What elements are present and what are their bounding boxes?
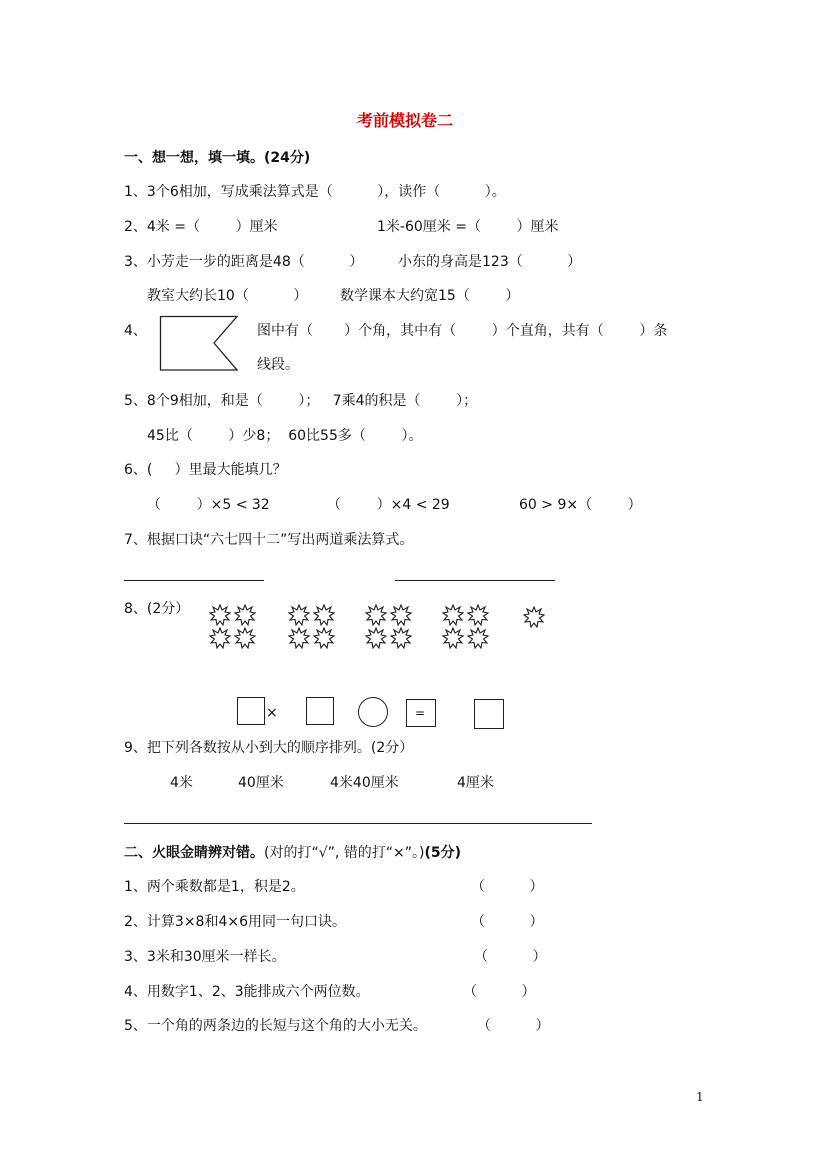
q9-item: 4米40厘米 [330, 775, 399, 791]
burst-icon [209, 627, 231, 649]
burst-icon [442, 604, 464, 626]
burst-icon [234, 627, 256, 649]
question-4a: 图中有（ ）个角，其中有（ ）个直角，共有（ ）条 [257, 323, 668, 339]
burst-icon [467, 627, 489, 649]
question-9: 9、把下列各数按从小到大的顺序排列。(2分） [124, 740, 414, 756]
page-title: 考前模拟卷二 [357, 111, 454, 130]
answer-line-7b [395, 580, 555, 581]
section2-heading-instructions: (对的打“√”, 错的打“×”。) [264, 845, 425, 861]
tf-blank-3[interactable]: （ ） [474, 949, 547, 965]
question-3b: 小东的身高是123（ ） [398, 254, 582, 270]
question-6c: 60 > 9×（ ） [519, 497, 642, 513]
burst-icon [234, 604, 256, 626]
section2-heading-score: (5分) [424, 845, 462, 861]
burst-icon [365, 627, 387, 649]
question-6a: （ ）×5 < 32 [147, 497, 270, 513]
question-8: 8、(2分） [124, 601, 190, 617]
tf-item-3: 3、3米和30厘米一样长。 [124, 949, 286, 965]
question-3a: 3、小芳走一步的距离是48（ ） [124, 254, 364, 270]
burst-icon [313, 604, 335, 626]
q9-item: 4米 [170, 775, 193, 791]
question-3c: 教室大约长10（ ） [147, 288, 308, 304]
tf-item-2: 2、计算3×8和4×6用同一句口诀。 [124, 914, 346, 930]
burst-icon [442, 627, 464, 649]
question-5a: 5、8个9相加，和是（ ）； 7乘4的积是（ ）； [124, 393, 478, 409]
answer-circle[interactable] [358, 697, 388, 727]
question-2b: 1米-60厘米 =（ ）厘米 [377, 219, 559, 235]
section1-heading: 一、想一想，填一填。(24分) [124, 150, 311, 166]
burst-icon [390, 627, 412, 649]
burst-icon [523, 606, 545, 628]
question-3d: 数学课本大约宽15（ ） [340, 288, 520, 304]
question-4b: 线段。 [257, 357, 299, 373]
section2-heading [124, 844, 461, 862]
tf-blank-4[interactable]: （ ） [463, 984, 536, 1000]
question-7: 7、根据口诀“六七四十二”写出两道乘法算式。 [124, 532, 414, 548]
question-4-number: 4、 [124, 323, 147, 339]
answer-box[interactable] [237, 697, 265, 725]
burst-icon [288, 604, 310, 626]
tf-blank-5[interactable]: （ ） [477, 1018, 550, 1034]
section2-heading-title: 二、火眼金睛辨对错。 [124, 845, 264, 861]
question-1: 1、3个6相加，写成乘法算式是（ ），读作（ ）。 [124, 184, 506, 200]
tf-item-1: 1、两个乘数都是1，积是2。 [124, 879, 305, 895]
burst-icon [467, 604, 489, 626]
question-5b: 45比（ ）少8； 60比55多（ ）。 [147, 428, 423, 444]
burst-icon [313, 627, 335, 649]
answer-box[interactable] [306, 697, 334, 725]
tf-item-4: 4、用数字1、2、3能排成六个两位数。 [124, 984, 370, 1000]
question-2a: 2、4米 =（ ）厘米 [124, 219, 278, 235]
tf-blank-1[interactable]: （ ） [471, 879, 544, 895]
q9-item: 40厘米 [238, 775, 284, 791]
question-6b: （ ）×4 < 29 [327, 497, 450, 513]
flag-shape-figure [159, 315, 241, 373]
equals-box [406, 699, 436, 727]
tf-blank-2[interactable]: （ ） [471, 914, 544, 930]
page-number: 1 [696, 1090, 704, 1104]
tf-item-5: 5、一个角的两条边的长短与这个角的大小无关。 [124, 1018, 427, 1034]
burst-icon [390, 604, 412, 626]
equals-sign: = [415, 706, 426, 720]
burst-icon [288, 627, 310, 649]
answer-box[interactable] [474, 699, 504, 729]
times-sign: × [266, 705, 278, 721]
answer-line-9 [124, 823, 592, 824]
answer-line-7a [124, 580, 264, 581]
burst-icon [209, 604, 231, 626]
burst-icon [365, 604, 387, 626]
q9-item: 4厘米 [457, 775, 494, 791]
question-6: 6、( ）里最大能填几？ [124, 462, 287, 478]
